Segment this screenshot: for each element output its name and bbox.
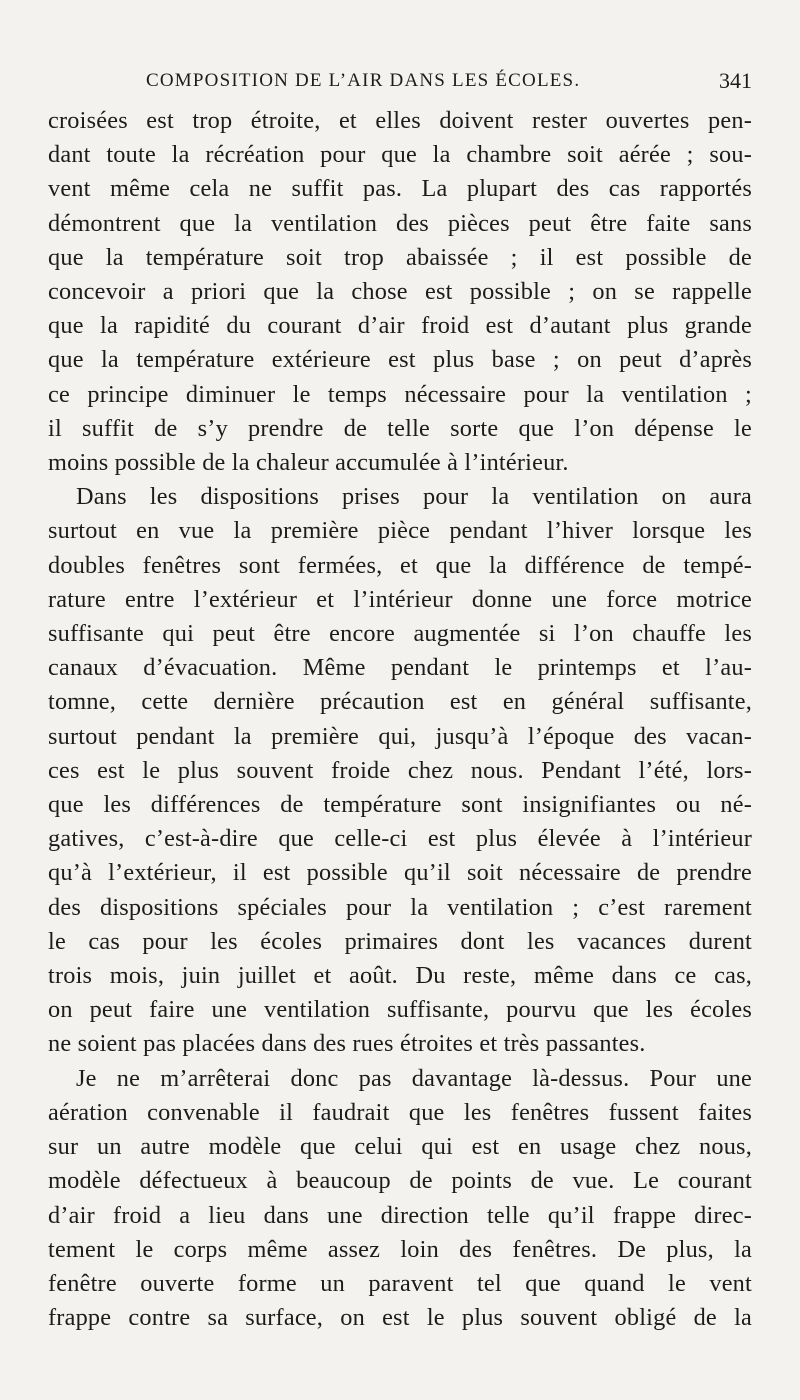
text-line: d’air froid a lieu dans une direction telle qu’il frappe direc-: [48, 1201, 752, 1229]
text-line: ces est le plus souvent froide chez nous. Pendant l’été, lors-: [48, 756, 752, 784]
text-line: que la rapidité du courant d’air froid est d’autant plus grande: [48, 312, 752, 340]
text-line: canaux d’évacuation. Même pendant le printemps et l’au-: [48, 654, 752, 682]
paragraph: [48, 1062, 752, 1336]
text-line: frappe contre sa surface, on est le plus souvent obligé de la: [48, 1304, 752, 1332]
text-line: ne soient pas placées dans des rues étroites et très passantes.: [48, 1030, 646, 1058]
text-line: gatives, c’est-à-dire que celle-ci est plus élevée à l’intérieur: [48, 825, 752, 853]
text-line: que les différences de température sont insignifiantes ou né-: [48, 791, 752, 819]
text-line: aération convenable il faudrait que les fenêtres fussent faites: [48, 1098, 752, 1126]
text-line: suffisante qui peut être encore augmentée si l’on chauffe les: [48, 620, 752, 648]
text-line: tement le corps même assez loin des fenêtres. De plus, la: [48, 1235, 752, 1263]
text-line: vent même cela ne suffit pas. La plupart des cas rapportés: [48, 175, 752, 203]
text-line: que la température soit trop abaissée ; il est possible de: [48, 243, 752, 271]
text-line: le cas pour les écoles primaires dont les vacances durent: [48, 927, 752, 955]
text-line: tomne, cette dernière précaution est en général suffisante,: [48, 688, 752, 716]
text-line: moins possible de la chaleur accumulée à l’intérieur.: [48, 449, 569, 477]
text-line: rature entre l’extérieur et l’intérieur donne une force motrice: [48, 585, 752, 613]
page-header: [48, 70, 752, 104]
text-line: concevoir a priori que la chose est possible ; on se rappelle: [48, 278, 752, 306]
body-text: [48, 104, 752, 1335]
text-line: il suffit de s’y prendre de telle sorte que l’on dépense le: [48, 414, 752, 442]
running-title: COMPOSITION DE L’AIR DANS LES ÉCOLES.: [146, 70, 581, 91]
text-line: des dispositions spéciales pour la ventilation ; c’est rarement: [48, 893, 752, 921]
page-number: 341: [719, 68, 752, 93]
text-line: démontrent que la ventilation des pièces peut être faite sans: [48, 209, 752, 237]
text-line: croisées est trop étroite, et elles doivent rester ouvertes pen-: [48, 107, 752, 134]
text-line: on peut faire une ventilation suffisante, pourvu que les écoles: [48, 996, 752, 1024]
text-line: Dans les dispositions prises pour la ventilation on aura: [76, 483, 752, 511]
text-line: dant toute la récréation pour que la chambre soit aérée ; sou-: [48, 141, 752, 169]
text-line: Je ne m’arrêterai donc pas davantage là-dessus. Pour une: [76, 1064, 752, 1092]
text-line: ce principe diminuer le temps nécessaire pour la ventilation ;: [48, 380, 752, 408]
text-line: fenêtre ouverte forme un paravent tel que quand le vent: [48, 1269, 752, 1297]
text-line: sur un autre modèle que celui qui est en usage chez nous,: [48, 1133, 752, 1161]
text-line: surtout pendant la première qui, jusqu’à l’époque des vacan-: [48, 722, 752, 750]
paragraph: [48, 480, 752, 1061]
text-line: surtout en vue la première pièce pendant l’hiver lorsque les: [48, 517, 752, 545]
text-line: que la température extérieure est plus base ; on peut d’après: [48, 346, 752, 374]
text-line: doubles fenêtres sont fermées, et que la différence de tempé-: [48, 551, 752, 579]
paragraph: [48, 104, 752, 480]
text-line: modèle défectueux à beaucoup de points de vue. Le courant: [48, 1167, 752, 1195]
text-line: qu’à l’extérieur, il est possible qu’il soit nécessaire de prendre: [48, 859, 752, 887]
text-line: trois mois, juin juillet et août. Du reste, même dans ce cas,: [48, 962, 752, 990]
